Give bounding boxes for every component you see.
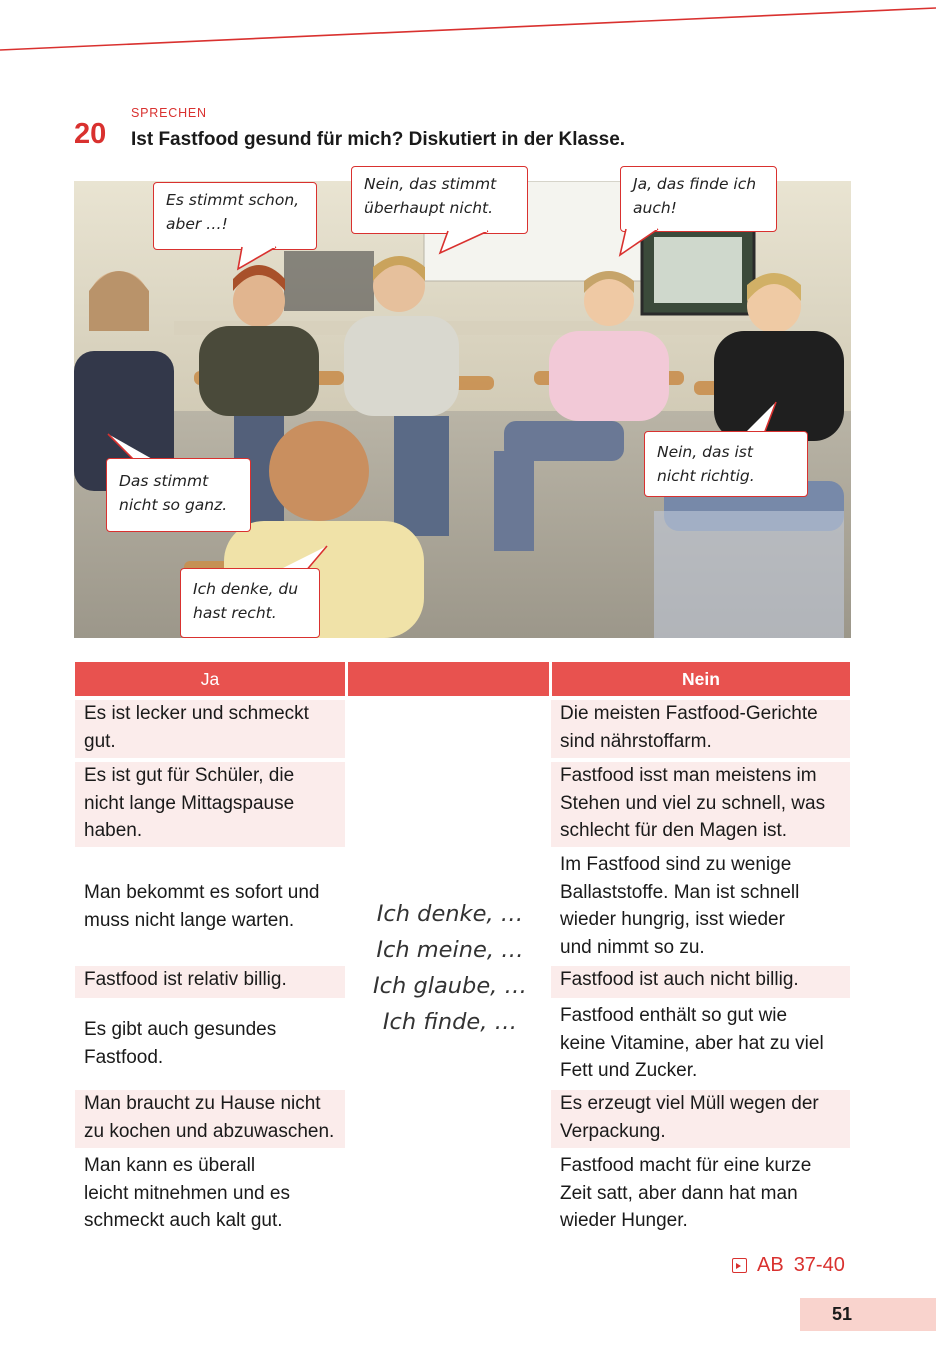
- nein-row-2: Fastfood isst man meistens im Stehen und viel zu schnell, was schlecht für den Magen ist.: [551, 762, 850, 847]
- nein-row-4: Fastfood ist auch nicht billig.: [551, 966, 850, 998]
- workbook-pages: 37-40: [793, 1254, 845, 1276]
- nein-row-1: Die meisten Fastfood-Gerichte sind nährstoffarm.: [551, 700, 850, 758]
- table-header-nein: Nein: [552, 662, 850, 696]
- speech-bubble-tail: [430, 231, 500, 257]
- table-header-middle: [348, 662, 549, 696]
- phrase-ich-denke: Ich denke, …: [376, 901, 524, 927]
- speech-bubble-das-stimmt-nicht: Das stimmt nicht so ganz.: [106, 458, 251, 532]
- nein-row-7: Fastfood macht für eine kurze Zeit satt, aber dann hat man wieder Hunger.: [560, 1155, 812, 1231]
- page-number: 51: [800, 1298, 936, 1331]
- speech-bubble-ich-denke-du: Ich denke, du hast recht.: [180, 568, 320, 638]
- nein-row-5: Fastfood enthält so gut wie keine Vitamine, aber hat zu viel Fett und Zucker.: [560, 1005, 824, 1081]
- phrase-ich-meine: Ich meine, …: [376, 937, 524, 963]
- exercise-title: Ist Fastfood gesund für mich? Diskutiert in der Klasse.: [131, 129, 626, 150]
- ja-row-5: Es gibt auch gesundes Fastfood.: [84, 1019, 277, 1068]
- workbook-reference: [732, 1254, 845, 1277]
- ja-row-4: Fastfood ist relativ billig.: [75, 966, 345, 998]
- speech-bubble-nein-das-ist: Nein, das ist nicht richtig.: [644, 431, 808, 497]
- ja-row-1: Es ist lecker und schmeckt gut.: [75, 700, 345, 758]
- speech-bubble-ja-das-finde-ich: Ja, das finde ich auch!: [620, 166, 777, 232]
- phrase-ich-glaube: Ich glaube, …: [373, 973, 527, 999]
- opinion-phrases: [352, 896, 548, 1040]
- arrow-box-icon: [732, 1258, 747, 1273]
- speech-bubble-nein-das-stimmt: Nein, das stimmt überhaupt nicht.: [351, 166, 528, 234]
- ja-row-3: Man bekommt es sofort und muss nicht lange warten.: [84, 882, 320, 931]
- nein-row-6: Es erzeugt viel Müll wegen der Verpackung.: [551, 1090, 850, 1148]
- ja-row-7: Man kann es überall leicht mitnehmen und es schmeckt auch kalt gut.: [84, 1155, 290, 1231]
- speech-bubble-tail: [618, 229, 678, 259]
- ja-row-6: Man braucht zu Hause nicht zu kochen und abzuwaschen.: [75, 1090, 345, 1148]
- speech-bubble-es-stimmt-schon: Es stimmt schon, aber …!: [153, 182, 317, 250]
- nein-row-3: Im Fastfood sind zu wenige Ballaststoffe. Man ist schnell wieder hungrig, isst wieder und nimmt so zu.: [560, 854, 800, 958]
- exercise-number: 20: [74, 118, 107, 150]
- top-divider-line: [0, 0, 936, 60]
- ja-row-2: Es ist gut für Schüler, die nicht lange Mittagspause haben.: [75, 762, 345, 847]
- table-header-ja: Ja: [75, 662, 345, 696]
- speech-bubble-tail: [230, 247, 290, 273]
- section-label: SPRECHEN: [131, 106, 207, 120]
- phrase-ich-finde: Ich finde, …: [382, 1009, 518, 1035]
- workbook-label: AB: [757, 1254, 784, 1276]
